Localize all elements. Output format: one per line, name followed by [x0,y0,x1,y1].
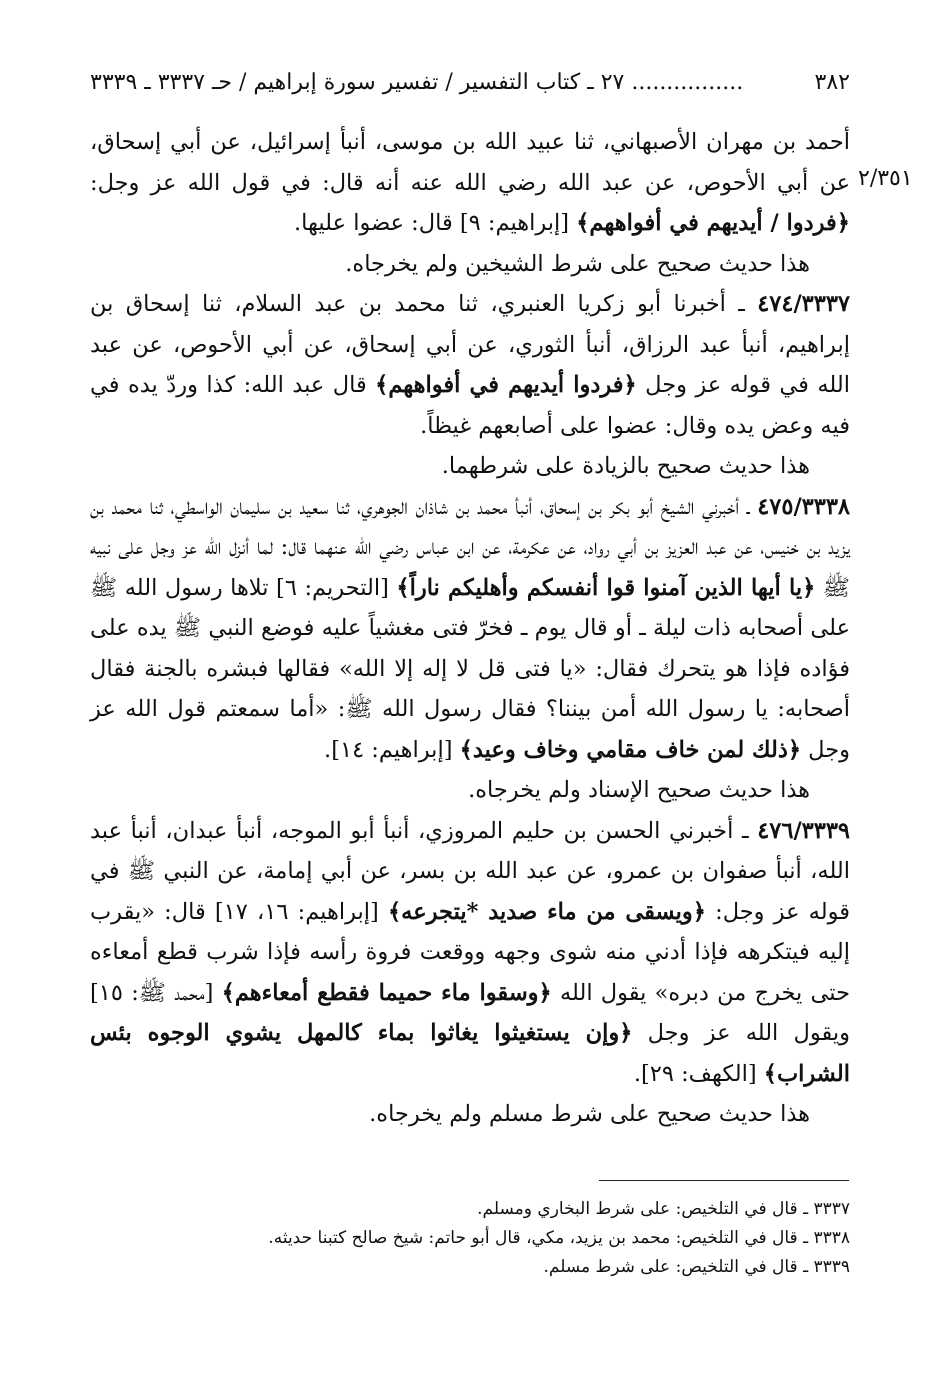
quran-quote: ﴿ويسقى من ماء صديد *يتجرعه﴾ [387,898,706,925]
hadith-grading: هذا حديث صحيح على شرط مسلم ولم يخرجاه. [369,1101,810,1127]
hadith-3339 [90,811,850,1095]
running-title-group [90,70,743,95]
page-header [90,62,850,102]
hadith-3338 [90,487,850,771]
hadith-grading: هذا حديث صحيح بالزيادة على شرطهما. [441,453,810,479]
text-run: [التحريم: ٦] تلاها رسول الله ﷺ على أصحابه ذات ليلة ـ أو قال يوم ـ فخرّ فتى مغشياً عليه فوضع النبي ﷺ يده على فؤاده فإذا هو يتحرك فقال: «يا فتى قل لا إله إلا الله» فقالها فبشره بالجنة فقال أصحابه: يا رسول الله أمن بيننا؟ فقال رسول الله ﷺ: «أما سمعتم قول الله عز وجل [90,574,850,763]
text-run: [إبراهيم: ١٦، ١٧] قال: «يقرب إليه فيتكرهه فإذا أدني منه شوى وجهه ووقعت فروة رأسه فإذا شرب قطع أمعاءه حتى يخرج من دبره» يقول الله [90,898,850,1006]
text-run: [إبراهيم: ٩] قال: عضوا عليها. [294,210,577,236]
quran-quote: ﴿فردوا / أيديهم في أفواههم﴾ [576,210,850,236]
hadith-number: ٤٧٤/٣٣٣٧ [757,291,850,317]
hadith-3337 [90,284,850,446]
quran-quote: ﴿فردوا أيديهم في أفواههم﴾ [375,372,637,398]
quran-quote: ﴿وإن يستغيثوا يغاثوا بماء كالمهل يشوي الوجوه بئس الشراب﴾ [90,1020,850,1087]
hadith-grading: هذا حديث صحيح الإسناد ولم يخرجاه. [468,777,810,803]
quran-quote: ﴿ذلك لمن خاف مقامي وخاف وعيد﴾ [459,736,802,763]
footnote-divider [599,1180,849,1181]
footnote: ٣٣٣٩ ـ قال في التلخيص: على شرط مسلم. [543,1257,850,1277]
marginal-reference: ٢/٣٥١ [858,166,913,191]
running-title: ٢٧ ـ كتاب التفسير / تفسير سورة إبراهيم / حـ ٣٣٣٧ ـ ٣٣٣٩ [90,69,625,95]
hadith-number: ٤٧٥/٣٣٣٨ [757,493,850,520]
header-dots: ................ [631,69,744,95]
hadith-number: ٤٧٦/٣٣٣٩ [757,817,850,844]
footnote: ٣٣٣٨ ـ قال في التلخيص: محمد بن يزيد، مكي، قال أبو حاتم: شيخ صالح كتبنا حديثه. [268,1228,850,1248]
text-run: [إبراهيم: ١٤]. [324,736,460,763]
text-run: قال عبد الله: كذا وردّ يده في فيه وعض يده وقال: عضوا على أصابعهم غيظاً. [90,372,850,439]
footnote: ٣٣٣٧ ـ قال في التلخيص: على شرط البخاري ومسلم. [477,1199,850,1219]
quran-quote: ﴿وسقوا ماء حميما فقطع أمعاءهم﴾ [221,979,552,1006]
text-run: أحمد بن مهران الأصبهاني، ثنا عبيد الله بن موسى، أنبأ إسرائيل، عن أبي إسحاق، عن أبي الأحوص، عن عبد الله رضي الله عنه أنه قال: في قول الله عز وجل: [90,129,850,196]
quran-quote: ﴿يا أيها الذين آمنوا قوا أنفسكم وأهليكم ناراً﴾ [396,574,816,601]
text-run: ـ أخبرني الحسن بن حليم المروزي، أنبأ أبو الموجه، أنبأ عبدان، أنبأ عبد الله، أنبأ صفوان بن عمرو، عن عبد الله بن بسر، عن أبي إمامة، عن النبي ﷺ في قوله عز وجل: [90,817,850,925]
page-number: ٣٨٢ [814,69,850,95]
text-run: ـ أخبرني الشيخ أبو بكر بن إسحاق، أنبأ محمد بن شاذان الجوهري، ثنا سعيد بن سليمان الواسطي، ثنا محمد بن يزيد بن خنيس، عن عبد العزيز بن أبي رواد، عن عكرمة، عن ابن عباس رضي الله عنهما قال: لما أنزل الله عز وجل على نبيه ﷺ [90,493,850,601]
hadith-grading: هذا حديث صحيح على شرط الشيخين ولم يخرجاه. [345,250,810,277]
paragraph [90,122,850,244]
footnotes [90,1195,850,1282]
text-run: [الكهف: ٢٩]. [633,1060,764,1087]
text-run: ـ أخبرنا أبو زكريا العنبري، ثنا محمد بن عبد السلام، ثنا إسحاق بن إبراهيم، أنبأ عبد الرزاق، أنبأ الثوري، عن أبي إسحاق، عن أبي الأحوص، عن عبد الله في قوله عز وجل [90,291,850,398]
text-run: [محمد ﷺ: ١٥] ويقول الله عز وجل [90,979,850,1046]
main-text [90,122,850,1135]
